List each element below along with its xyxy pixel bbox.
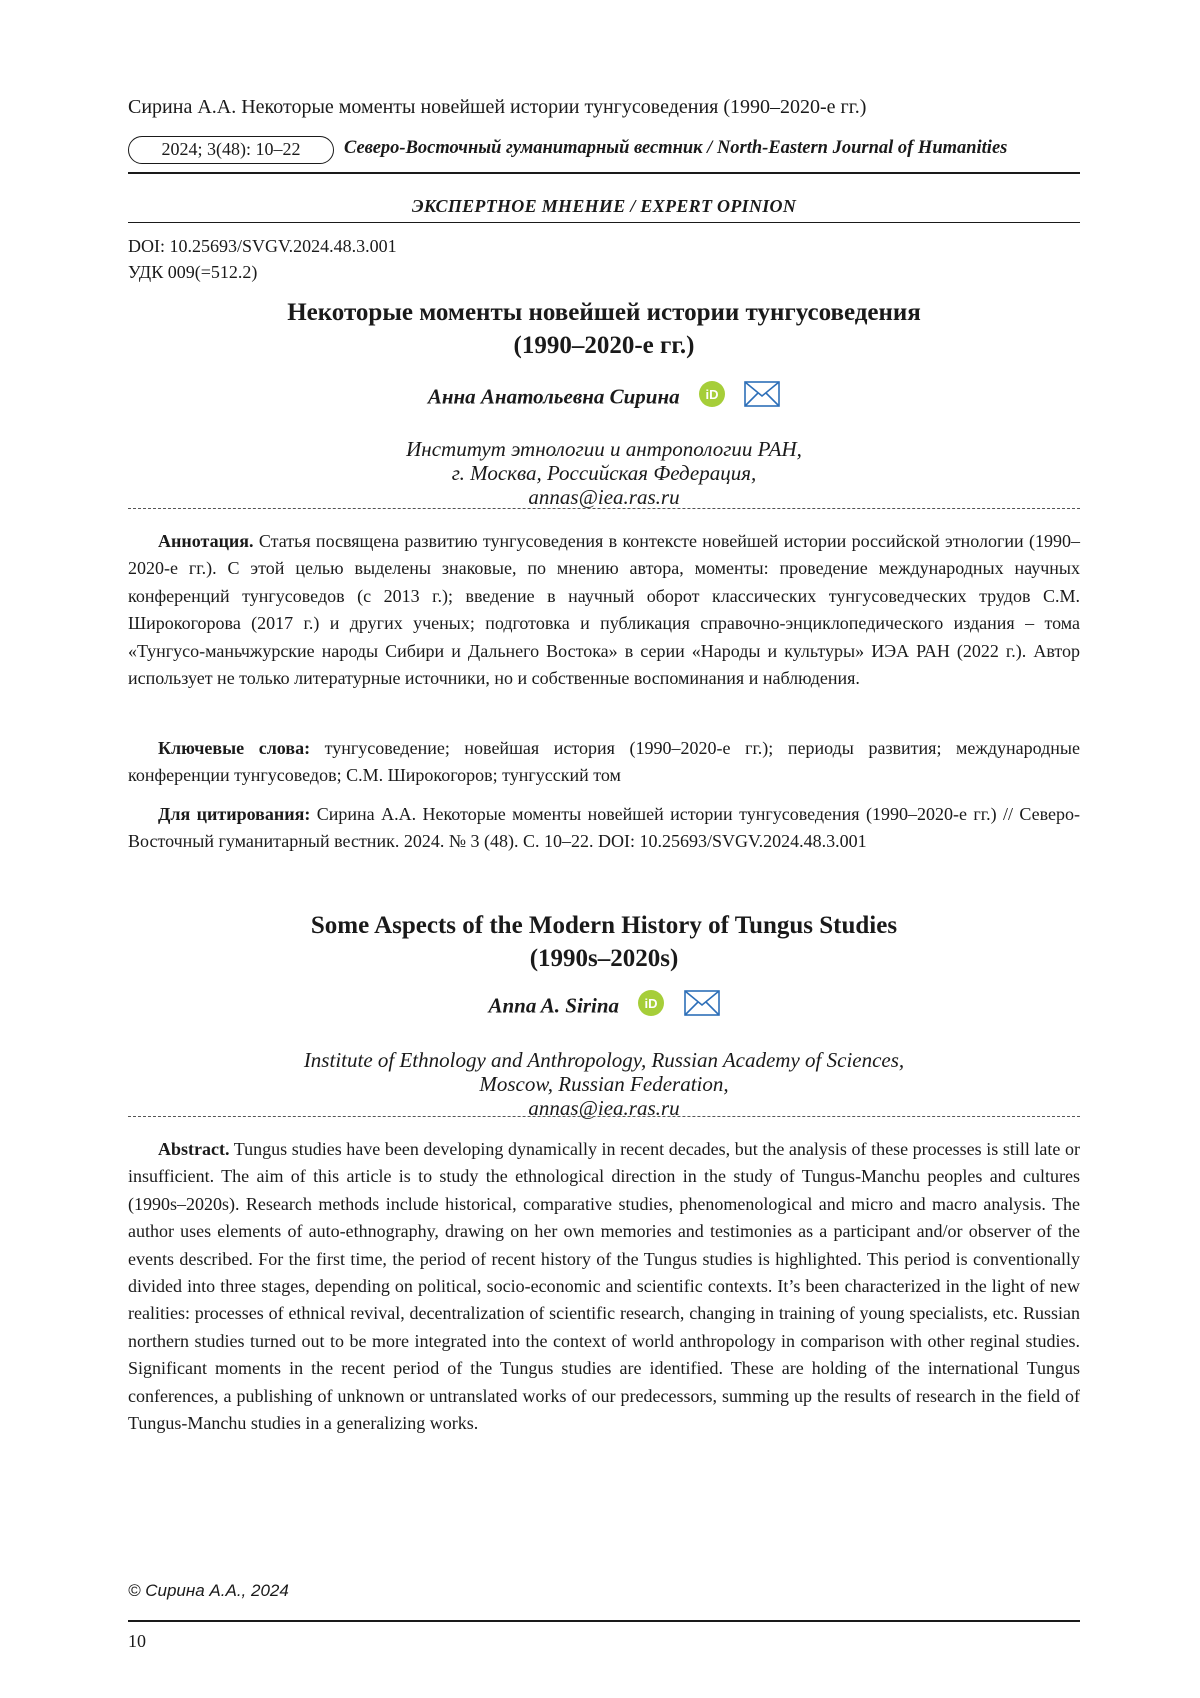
udk: УДК 009(=512.2): [128, 262, 258, 282]
ru-abstract-text: Статья посвящена развитию тунгусоведения в контексте новейшей истории российской этнологии (1990–2020-е гг.). С этой целью выделены знаковые, по мнению автора, моменты: проведение международных научных конференций тунгусоведов (с 2013 г.); введение в научный оборот классических тунгусоведческих трудов С.М. Широкогорова (2017 г.) и других ученых; подготовка и публикация справочно-энциклопедического издания – тома «Тунгусо-маньчжурские народы Сибири и Дальнего Востока» в серии «Народы и культуры» ИЭА РАН (2022 г.). Автор использует не только литературные источники, но и собственные воспоминания и наблюдения.: [128, 531, 1080, 689]
en-affiliation-line2: Moscow, Russian Federation,: [479, 1072, 729, 1096]
ru-affiliation-line1: Институт этнологии и антропологии РАН,: [406, 437, 802, 461]
en-title: [128, 909, 1080, 975]
envelope-icon[interactable]: [684, 990, 720, 1022]
en-author-row: [128, 990, 1080, 1022]
ru-affiliation: [128, 437, 1080, 509]
issue-badge: 2024; 3(48): 10–22: [128, 136, 334, 164]
ru-title-line1: Некоторые моменты новейшей истории тунгусоведения: [287, 299, 921, 326]
en-abstract-text: Tungus studies have been developing dynamically in recent decades, but the analysis of these processes is still late or insufficient. The aim of this article is to study the ethnological direction in the study of Tungus-Manchu peoples and cultures (1990s–2020s). Research methods include historical, comparative studies, phenomenological and micro and macro analysis. The author uses elements of auto-ethnography, drawing on her own memories and testimonies as a participant and/or observer of the events described. For the first time, the period of recent history of the Tungus studies is highlighted. This period is conventionally divided into three stages, depending on political, socio-economic and scientific contexts. It’s been characterized in the light of new realities: processes of ethnical revival, decentralization of scientific research, changing in training of young specialists, etc. Russian northern studies turned out to be more integrated into the context of world anthropology in comparison with other reginal studies. Significant moments in the recent period of the Tungus studies are identified. These are holding of the international Tungus conferences, a publishing of unknown or untranslated works of our predecessors, summing up the results of research in the field of Tungus-Manchu studies in a generalizing works.: [128, 1139, 1080, 1434]
ru-email[interactable]: annas@iea.ras.ru: [528, 485, 680, 509]
en-abstract: [128, 1136, 1080, 1437]
running-title: Сирина А.А. Некоторые моменты новейшей истории тунгусоведения (1990–2020-е гг.): [128, 96, 867, 118]
ru-citation: [128, 801, 1080, 856]
ru-keywords-text: тунгусоведение; новейшая история (1990–2020-е гг.); периоды развития; международные конференции тунгусоведов; С.М. Широкогоров; тунгусский том: [128, 738, 1080, 786]
section-label: ЭКСПЕРТНОЕ МНЕНИЕ / EXPERT OPINION: [411, 196, 797, 216]
ru-abstract-label: Аннотация.: [158, 531, 254, 551]
en-author-name: Anna A. Sirina: [488, 993, 620, 1018]
ru-title-line2: (1990–2020-е гг.): [513, 332, 695, 359]
journal-name: Северо-Восточный гуманитарный вестник / North-Eastern Journal of Humanities: [344, 138, 1008, 158]
ru-abstract: [128, 528, 1080, 692]
page-number: 10: [128, 1631, 146, 1651]
ru-affiliation-line2: г. Москва, Российская Федерация,: [451, 461, 757, 485]
copyright: © Сирина А.А., 2024: [128, 1581, 289, 1600]
ru-author-name: Анна Анатольевна Сирина: [427, 384, 680, 409]
en-title-line1: Some Aspects of the Modern History of Tungus Studies: [310, 912, 898, 939]
orcid-icon-glyph: iD: [644, 996, 658, 1011]
ru-citation-label: Для цитирования:: [158, 804, 311, 824]
en-dashed-rule: [128, 1116, 1080, 1117]
doi: DOI: 10.25693/SVGV.2024.48.3.001: [128, 236, 397, 256]
ru-author-row: [128, 381, 1080, 413]
footer-rule: [128, 1620, 1080, 1622]
ru-citation-text: Сирина А.А. Некоторые моменты новейшей истории тунгусоведения (1990–2020-е гг.) // Северо-Восточный гуманитарный вестник. 2024. № 3 (48). С. 10–22. DOI: 10.25693/SVGV.2024.48.3.001: [128, 804, 1080, 852]
en-email[interactable]: annas@iea.ras.ru: [528, 1096, 680, 1120]
ru-keywords-label: Ключевые слова:: [158, 738, 311, 758]
en-title-line2: (1990s–2020s): [529, 945, 679, 972]
header-rule: [128, 172, 1080, 174]
en-affiliation: [128, 1048, 1080, 1120]
orcid-icon[interactable]: [699, 381, 725, 413]
en-affiliation-line1: Institute of Ethnology and Anthropology, Russian Academy of Sciences,: [303, 1048, 905, 1072]
orcid-icon[interactable]: [638, 990, 664, 1022]
envelope-icon[interactable]: [744, 381, 780, 413]
ru-title: [128, 296, 1080, 362]
en-abstract-label: Abstract.: [158, 1139, 230, 1159]
orcid-icon-glyph: iD: [705, 387, 719, 402]
ru-dashed-rule: [128, 508, 1080, 509]
section-rule: [128, 222, 1080, 223]
ru-keywords: [128, 735, 1080, 790]
issue-row: [128, 135, 1088, 167]
